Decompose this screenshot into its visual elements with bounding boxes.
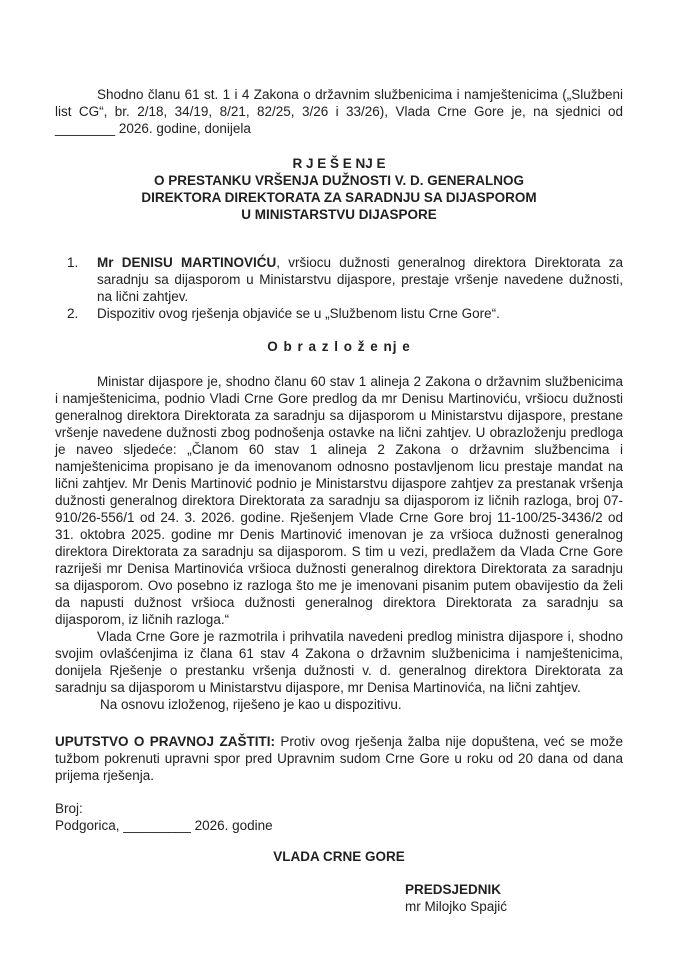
document-title-block [55, 155, 623, 223]
explanation-paragraph-1: Ministar dijaspore je, shodno članu 60 stav 1 alineja 2 Zakona o državnim službenicima i namještenicima, podnio Vladi Crne Gore predlog da mr Denisu Martinoviću, vršiocu dužnosti generalnog direktora Direktorata za saradnju sa dijasporom u Ministarstvu dijaspore, prestane vršenje navedene dužnosti zbog podnošenja ostavke na lični zahtjev. U obrazloženju predloga je naveo sljedeće: „Članom 60 stav 1 alineja 2 Zakona o državnim službencima i namještenicima propisano je da imenovanom odnosno postavljenom licu prestaje mandat na lični zahtjev. Mr Denis Martinović podnio je Ministarstvu dijaspore zahtjev za prestanak vršenja dužnosti generalnog direktora Direktorata za saradnju sa dijasporom iz ličnih razloga, broj 07-910/26-556/1 od 24. 3. 2026. godine. Rješenjem Vlade Crne Gore broj 11-100/25-3436/2 od 31. oktobra 2025. godine mr Denis Martinović imenovan je za vršioca dužnosti generalnog direktora Direktorata za saradnju sa dijasporom. S tim u vezi, predlažem da Vlada Crne Gore razriješi mr Denisa Martinovića vršioca dužnosti generalnog direktora Direktorata za saradnju sa dijasporom. Ovo posebno iz razloga što me je imenovani pisanim putem obavijestio da želi da napusti dužnost vršioca dužnosti generalnog direktora Direktorata za saradnju sa dijasporom, iz ličnih razloga.“ [55, 374, 623, 627]
closing-line: Na osnovu izloženog, riješeno je kao u dispozitivu. [100, 697, 402, 712]
title-line-2: O PRESTANKU VRŠENJA DUŽNOSTI V. D. GENERALNOG [153, 173, 525, 188]
government-name: VLADA CRNE GORE [273, 849, 405, 864]
explanation-paragraph-2: Vlada Crne Gore je razmotrila i prihvatila navedeni predlog ministra dijaspore i, shodno svojim ovlašćenjima iz člana 61 stav 4 Zakona o državnim službenicima i namještenicima, donijela Rješenje o prestanku vršenja dužnosti v. d. generalnog direktora Direktorata za saradnju sa dijasporom u Ministarstvu dijaspore, mr Denisa Martinovića, na lični zahtjev. [55, 629, 623, 695]
item-text: Dispozitiv ovog rješenja objaviće se u „Službenom listu Crne Gore“. [97, 306, 500, 321]
item-lead-bold: Mr DENISU MARTINOVIĆU [97, 255, 277, 270]
signature-title: PREDSJEDNIK [405, 882, 502, 897]
explanation-heading: O b r a z l o ž e nj e [267, 339, 411, 354]
reference-block [55, 800, 623, 834]
item-number: 1. [67, 255, 79, 270]
signature-name: mr Milojko Spajić [405, 899, 508, 914]
decision-item-2 [55, 305, 623, 322]
title-line-4: U MINISTARSTVU DIJASPORE [241, 207, 437, 222]
legal-notice-lead: UPUTSTVO O PRAVNOJ ZAŠTITI: [55, 734, 281, 749]
legal-notice-body: Protiv ovog rješenja žalba nije dopuštena, već se može tužbom pokrenuti upravni spor pred Upravnim sudom Crne Gore u roku od 20 dana od dana prijema rješenja. [55, 734, 623, 783]
item-number: 2. [67, 306, 79, 321]
title-line-1: R J E Š E NJ E [292, 156, 386, 171]
number-label: Broj: [55, 801, 83, 816]
item-body: , vršiocu dužnosti generalnog direktora Direktorata za saradnju sa dijasporom u Ministarstvu dijaspore, prestaje vršenje navedene dužnosti, na lični zahtjev. [97, 255, 623, 304]
intro-paragraph: Shodno članu 61 st. 1 i 4 Zakona o državnim službenicima i namještenicima („Službeni list CG“, br. 2/18, 34/19, 8/21, 82/25, 3/26 i 33/26), Vlada Crne Gore je, na sjednici od ________ 2026. godine, donijela [55, 87, 623, 136]
decision-items [55, 254, 623, 322]
legal-notice [55, 733, 623, 784]
item-text [97, 254, 623, 305]
title-line-3: DIREKTORA DIREKTORATA ZA SARADNJU SA DIJASPOROM [141, 190, 537, 205]
decision-item-1 [55, 254, 623, 305]
signature-block [405, 881, 623, 915]
place-date-line: Podgorica, _________ 2026. godine [55, 818, 273, 833]
